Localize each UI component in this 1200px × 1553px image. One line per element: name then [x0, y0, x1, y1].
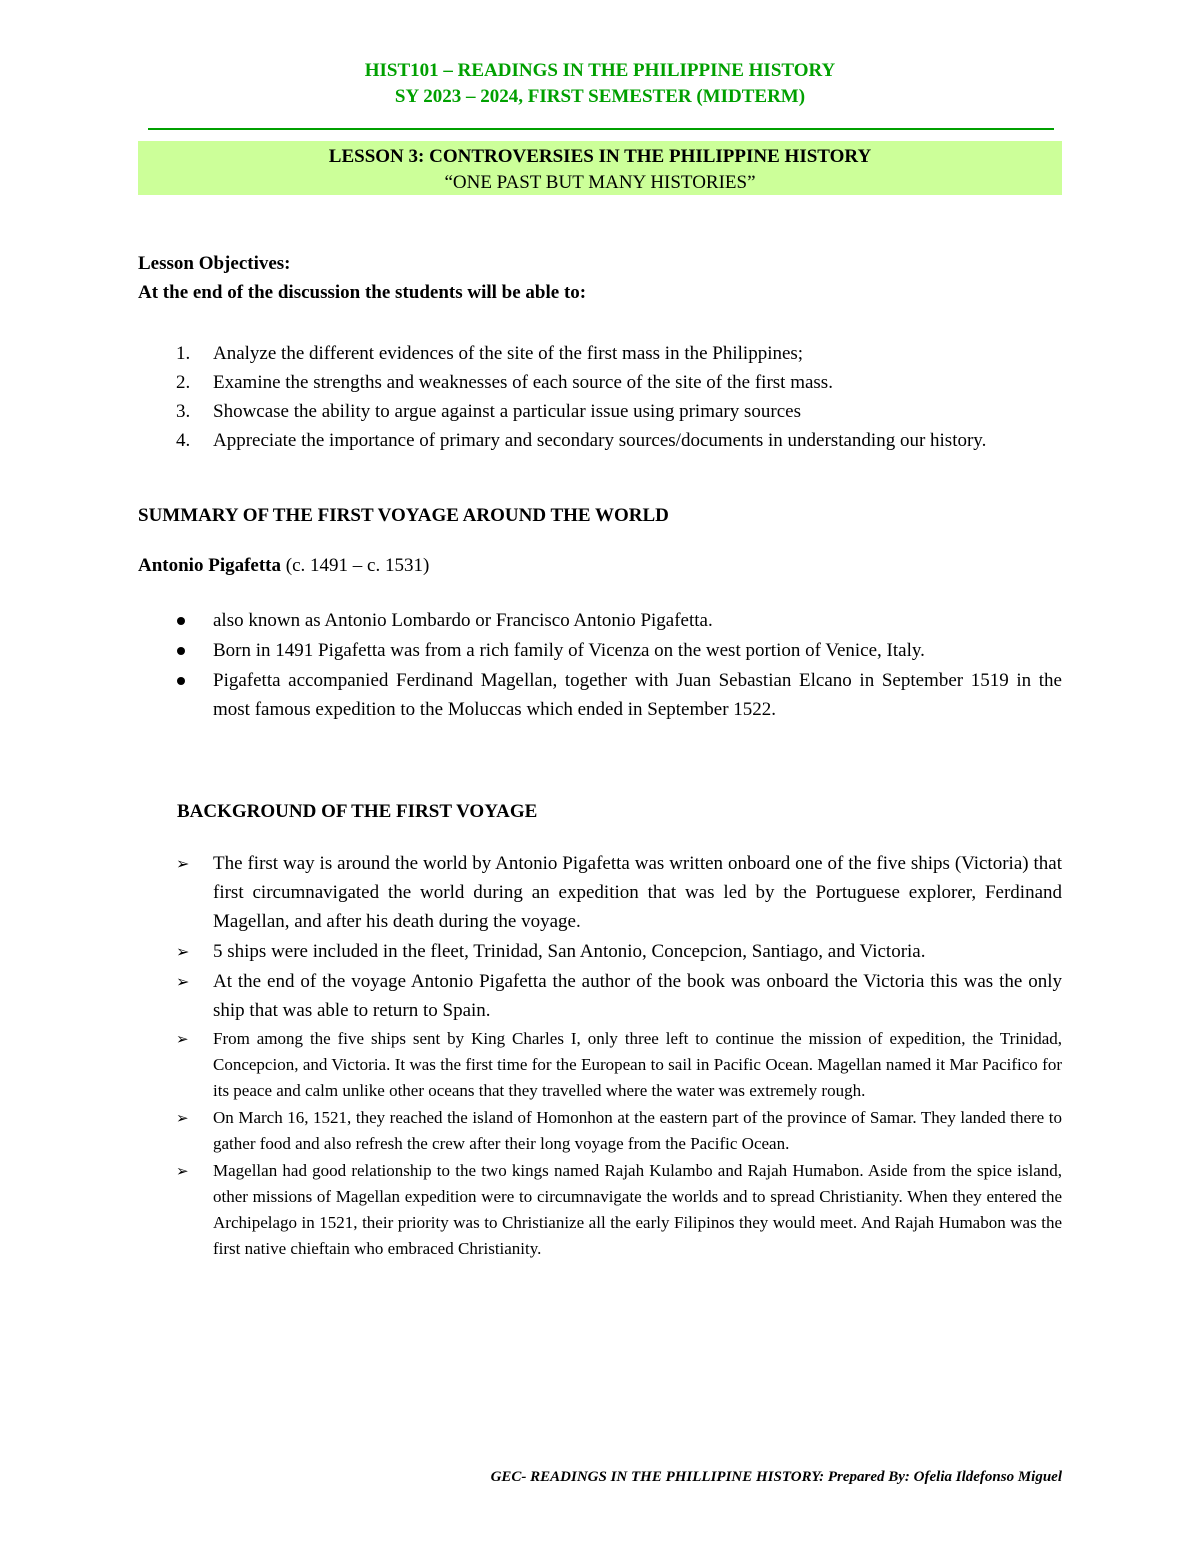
item-text: 5 ships were included in the fleet, Trinidad, San Antonio, Concepcion, Santiago, and Victoria.: [213, 941, 926, 962]
person-dates: (c. 1491 – c. 1531): [281, 555, 430, 576]
lesson-title: LESSON 3: CONTROVERSIES IN THE PHILIPPINE HISTORY: [328, 146, 872, 167]
objectives-heading: Lesson Objectives:: [138, 253, 291, 274]
item-number: 2.: [176, 372, 191, 393]
arrow-bullet-icon: ➢: [176, 854, 190, 873]
summary-heading: SUMMARY OF THE FIRST VOYAGE AROUND THE WORLD: [138, 505, 669, 526]
list-item: [138, 937, 1062, 966]
bullet-icon: [177, 647, 185, 655]
item-text: On March 16, 1521, they reached the island of Homonhon at the eastern part of the province of Samar. They landed there to gather food and also refresh the crew after their long voyage from the Pacific Ocean.: [213, 1108, 1062, 1153]
person-line: [138, 551, 429, 580]
background-list: [138, 849, 1062, 1263]
list-item: [138, 967, 1062, 1025]
item-text: The first way is around the world by Antonio Pigafetta was written onboard one of the five ships (Victoria) that first circumnavigated the world during an expedition that was led by the Portuguese explorer, Ferdinand Magellan, and after his death during the voyage.: [213, 853, 1062, 932]
list-item: [138, 426, 1062, 455]
arrow-bullet-icon: ➢: [176, 942, 190, 961]
item-text: Analyze the different evidences of the site of the first mass in the Philippines;: [213, 343, 804, 364]
header-divider: [148, 128, 1054, 130]
list-item: [138, 849, 1062, 936]
item-text: Showcase the ability to argue against a particular issue using primary sources: [213, 401, 801, 422]
person-name: Antonio Pigafetta: [138, 555, 282, 576]
item-text: Born in 1491 Pigafetta was from a rich family of Vicenza on the west portion of Venice, Italy.: [213, 640, 925, 661]
item-text: From among the five ships sent by King Charles I, only three left to continue the mission of expedition, the Trinidad, Concepcion, and Victoria. It was the first time for the European to sail in Pacific Ocean. Magellan named it Mar Pacifico for its peace and calm unlike other oceans that they travelled where the water was extremely rough.: [213, 1029, 1062, 1100]
list-item: [138, 1158, 1062, 1262]
page-footer: GEC- READINGS IN THE PHILLIPINE HISTORY: Prepared By: Ofelia Ildefonso Miguel: [490, 1469, 1062, 1485]
document-header: [138, 58, 1062, 110]
background-heading: BACKGROUND OF THE FIRST VOYAGE: [177, 801, 538, 822]
list-item: [138, 1026, 1062, 1104]
item-number: 1.: [176, 343, 191, 364]
item-text: Examine the strengths and weaknesses of each source of the site of the first mass.: [213, 372, 833, 393]
lesson-subtitle: “ONE PAST BUT MANY HISTORIES”: [444, 172, 756, 193]
list-item: [138, 368, 1062, 397]
item-text: also known as Antonio Lombardo or Francisco Antonio Pigafetta.: [213, 610, 713, 631]
list-item: [138, 397, 1062, 426]
list-item: [138, 666, 1062, 724]
item-text: At the end of the voyage Antonio Pigafetta the author of the book was onboard the Victoria this was the only ship that was able to return to Spain.: [213, 971, 1062, 1021]
item-number: 4.: [176, 430, 191, 451]
bullet-icon: [177, 677, 185, 685]
term-title: SY 2023 – 2024, FIRST SEMESTER (MIDTERM): [394, 86, 806, 107]
arrow-bullet-icon: ➢: [176, 972, 190, 991]
lesson-title-box: [138, 141, 1062, 195]
bullet-icon: [177, 617, 185, 625]
objectives-intro: At the end of the discussion the students will be able to:: [138, 282, 587, 303]
list-item: [138, 1105, 1062, 1157]
list-item: [138, 636, 1062, 665]
item-text: Pigafetta accompanied Ferdinand Magellan, together with Juan Sebastian Elcano in September 1519 in the most famous expedition to the Moluccas which ended in September 1522.: [213, 670, 1062, 720]
item-number: 3.: [176, 401, 191, 422]
item-text: Magellan had good relationship to the two kings named Rajah Kulambo and Rajah Humabon. Aside from the spice island, other missions of Magellan expedition were to circumnavigate the worlds and to spread Christianity. When they entered the Archipelago in 1521, their priority was to Christianize all the early Filipinos they would meet. And Rajah Humabon was the first native chieftain who embraced Christianity.: [213, 1161, 1062, 1258]
list-item: [138, 339, 1062, 368]
arrow-bullet-icon: ➢: [176, 1162, 189, 1180]
arrow-bullet-icon: ➢: [176, 1030, 189, 1048]
objectives-list: [138, 339, 1062, 455]
course-title: HIST101 – READINGS IN THE PHILIPPINE HISTORY: [364, 60, 836, 81]
item-text: Appreciate the importance of primary and secondary sources/documents in understanding our history.: [213, 430, 987, 451]
summary-bullets: [138, 606, 1062, 725]
arrow-bullet-icon: ➢: [176, 1109, 189, 1127]
list-item: [138, 606, 1062, 635]
